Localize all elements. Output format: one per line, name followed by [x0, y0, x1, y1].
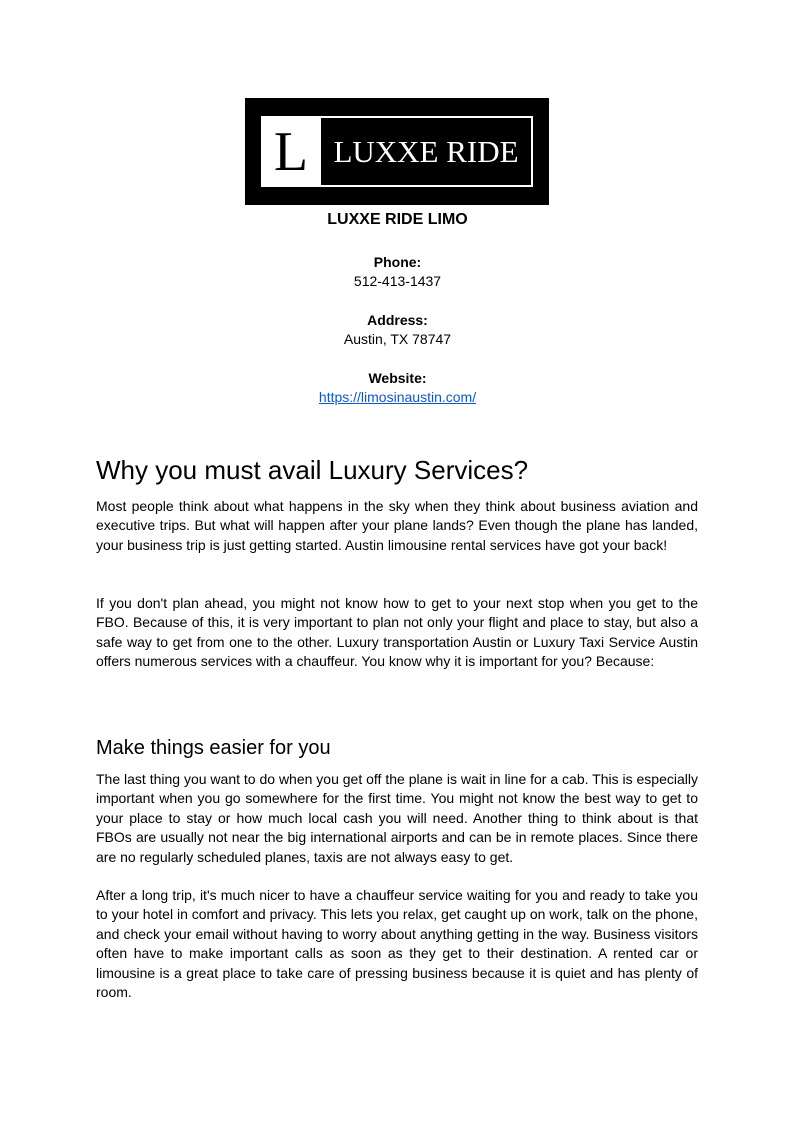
phone-value: 512-413-1437: [353, 273, 442, 289]
logo-letter: L: [273, 120, 309, 183]
company-name: LUXXE RIDE LIMO: [327, 211, 468, 228]
paragraph-text: If you don't plan ahead, you might not know how to get to your next stop when you get to the FBO. Because of this, it is very important to plan not only your flight and place to stay, but also a safe way to get from one to the other. Luxury transportation Austin or Luxury Taxi Service Austin offers numerous services with a chauffeur. You know why it is important for you? Because:: [96, 595, 698, 670]
logo-frame: [261, 116, 533, 187]
paragraph-text: The last thing you want to do when you get off the plane is wait in line for a cab. This is especially important when you go somewhere for the first time. You might not know the best way to get to your place to stay or how much local cash you will need. Another thing to think about is that FBOs are usually not near the big international airports and can be in remote places. Since there are no regularly scheduled planes, taxis are not always easy to get.: [96, 771, 698, 865]
company-logo: [245, 98, 549, 205]
phone-label: Phone:: [373, 254, 422, 270]
section-luxury-services: [96, 455, 698, 485]
section-paragraph: [96, 594, 698, 672]
section-paragraph: [96, 497, 698, 555]
section-paragraph: [96, 770, 698, 867]
paragraph-text: After a long trip, it's much nicer to have a chauffeur service waiting for you and ready to take you to your hotel in comfort and privacy. This lets you relax, get caught up on work, talk on the phone, and check your email without having to worry about anything getting in the way. Business visitors often have to make important calls as soon as they get to their destination. A rented car or limousine is a great place to take care of pressing business because it is quiet and has plenty of room.: [96, 887, 698, 1001]
website-label: Website:: [368, 370, 427, 386]
logo-wordmark: LUXXE RIDE: [321, 118, 531, 185]
section-heading: Why you must avail Luxury Services?: [96, 455, 529, 485]
section-heading: Make things easier for you: [96, 737, 331, 759]
section-easier: [96, 735, 698, 761]
address-value: Austin, TX 78747: [343, 331, 452, 347]
section-paragraph: [96, 886, 698, 1002]
website-link-row: [0, 389, 795, 407]
address-label: Address:: [367, 312, 428, 328]
website-link[interactable]: https://limosinaustin.com/: [318, 389, 477, 405]
paragraph-text: Most people think about what happens in the sky when they think about business aviation and executive trips. But what will happen after your plane lands? Even though the plane has landed, your business trip is just getting started. Austin limousine rental services have got your back!: [96, 498, 698, 553]
